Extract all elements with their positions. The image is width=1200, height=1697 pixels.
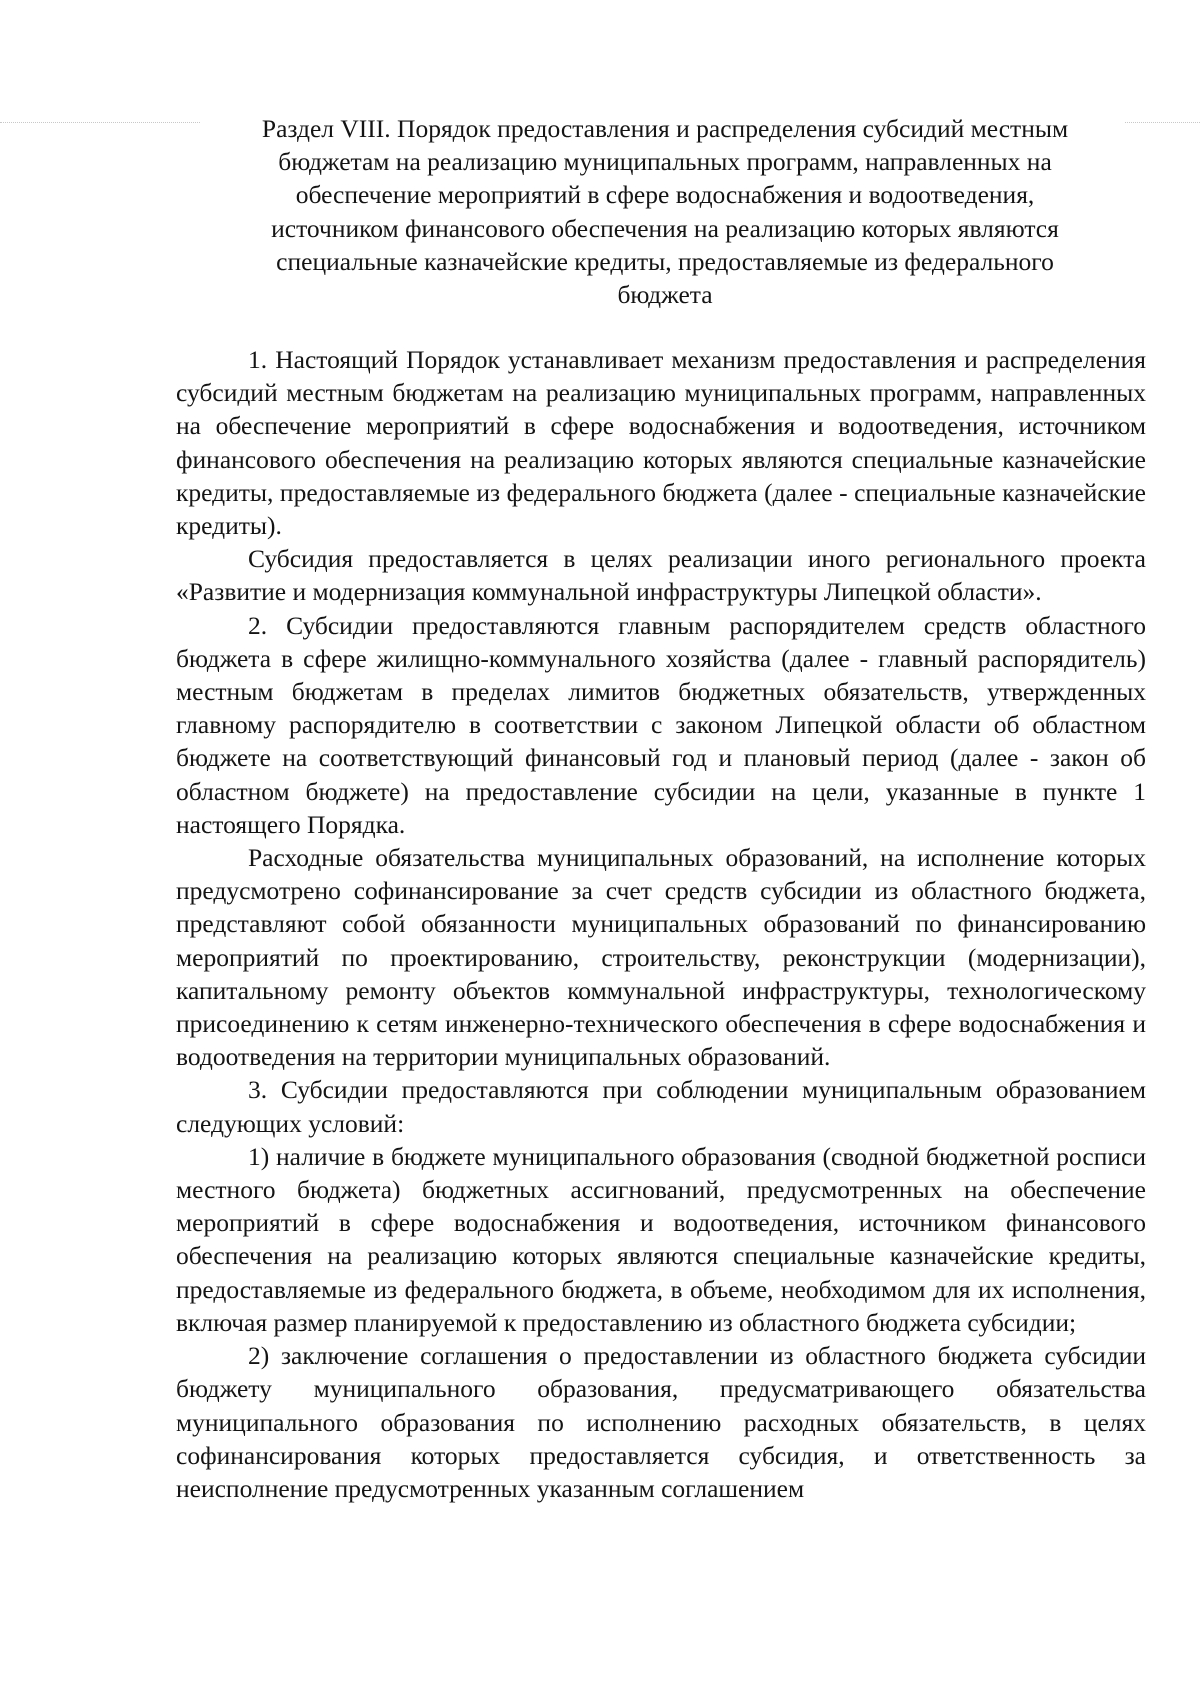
heading-line: источником финансового обеспечения на реализацию которых являются — [271, 213, 1059, 243]
scan-artifact-left — [0, 122, 200, 123]
document-body — [176, 343, 1146, 1505]
heading-line: обеспечение мероприятий в сфере водоснабжения и водоотведения, — [295, 180, 1035, 210]
paragraph-clause-3: 3. Субсидии предоставляются при соблюдении муниципальным образованием следующих условий: — [176, 1075, 1146, 1138]
heading-line: бюджета — [617, 280, 713, 310]
heading-line: Раздел VIII. Порядок предоставления и распределения субсидий местным — [261, 114, 1069, 143]
paragraph-subsidy-purpose: Субсидия предоставляется в целях реализации иного регионального проекта «Развитие и модернизация коммунальной инфраструктуры Липецкой области». — [176, 544, 1146, 607]
paragraph-clause-1: 1. Настоящий Порядок устанавливает механизм предоставления и распределения субсидий местным бюджетам на реализацию муниципальных программ, направленных на обеспечение мероприятий в сфере водоснабжения и водоотведения, источником финансового обеспечения на реализацию которых являются специальные казначейские кредиты, предоставляемые из федерального бюджета (далее - специальные казначейские кредиты). — [176, 345, 1146, 541]
scan-artifact-right — [1125, 122, 1200, 123]
section-heading — [210, 112, 1120, 311]
paragraph-condition-2: 2) заключение соглашения о предоставлении из областного бюджета субсидии бюджету муниципального образования, предусматривающего обязательства муниципального образования по исполнению расходных обязательств, в целях софинансирования которых предоставляется субсидия, и ответственность за неисполнение предусмотренных указанным соглашением — [176, 1341, 1146, 1503]
paragraph-clause-2: 2. Субсидии предоставляются главным распорядителем средств областного бюджета в сфере жилищно-коммунального хозяйства (далее - главный распорядитель) местным бюджетам в пределах лимитов бюджетных обязательств, утвержденных главному распорядителю в соответствии с законом Липецкой области об областном бюджете на соответствующий финансовый год и плановый период (далее - закон об областном бюджете) на предоставление субсидии на цели, указанные в пункте 1 настоящего Порядка. — [176, 610, 1146, 839]
paragraph-expense-obligations: Расходные обязательства муниципальных образований, на исполнение которых предусмотрено софинансирование за счет средств субсидии из областного бюджета, представляют собой обязанности муниципальных образований по финансированию мероприятий по проектированию, строительству, реконструкции (модернизации), капитальному ремонту объектов коммунальной инфраструктуры, технологическому присоединению к сетям инженерно-технического обеспечения в сфере водоснабжения и водоотведения на территории муниципальных образований. — [176, 843, 1146, 1072]
heading-line: специальные казначейские кредиты, предоставляемые из федерального — [276, 246, 1054, 276]
heading-line: бюджетам на реализацию муниципальных программ, направленных на — [278, 147, 1052, 177]
paragraph-condition-1: 1) наличие в бюджете муниципального образования (сводной бюджетной росписи местного бюджета) бюджетных ассигнований, предусмотренных на обеспечение мероприятий в сфере водоснабжения и водоотведения, источником финансового обеспечения на реализацию которых являются специальные казначейские кредиты, предоставляемые из федерального бюджета, в объеме, необходимом для их исполнения, включая размер планируемой к предоставлению из областного бюджета субсидии; — [176, 1141, 1146, 1337]
